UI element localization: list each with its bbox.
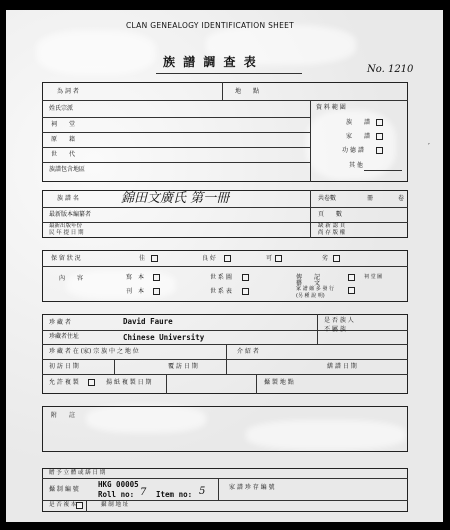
label-remarks: 附 註 — [51, 412, 76, 419]
checkbox-cond-good[interactable] — [151, 255, 158, 262]
checkbox-reissue[interactable] — [348, 287, 355, 294]
value-item: 5 — [199, 486, 206, 497]
label-roll: Roll no: — [98, 490, 135, 499]
label-film-address: 攝 制 地 址 — [101, 502, 129, 508]
title-chinese: 族 譜 調 查 表 — [163, 55, 258, 69]
content-note: (另 種 說 明) — [296, 293, 325, 299]
content-printed: 刊 本 — [126, 288, 145, 295]
label-generation: 世 代 — [51, 151, 76, 158]
value-owner-address: Chinese University — [123, 333, 205, 342]
label-owner: 珍 藏 者 — [49, 319, 71, 326]
option-gongde: 功 德 譜 — [342, 147, 364, 154]
checkbox-allow-copy[interactable] — [88, 379, 95, 386]
label-region: 族譜包含地區 — [49, 166, 86, 173]
label-first-visit: 初 訪 日 期 — [49, 363, 79, 370]
content-manuscript: 寫 本 — [126, 274, 145, 281]
label-family-line: 珍 藏 者 在 (家) 宗 族 中 之 地 位 — [49, 348, 139, 355]
checkbox-cond-fine[interactable] — [224, 255, 231, 262]
label-editor: 最新版本編纂者 — [49, 211, 92, 218]
content-literature: 藝 文 — [296, 280, 321, 287]
label-pub-date: 民 年 提 日 期 — [49, 230, 84, 236]
checkbox-lineage-table[interactable] — [242, 288, 249, 295]
content-biography: 傳 記 — [296, 274, 321, 281]
label-pages: 頁 數 — [318, 211, 343, 218]
value-owner: David Faure — [123, 317, 173, 326]
label-content: 內 容 — [59, 275, 84, 282]
checkbox-cond-fair[interactable] — [275, 255, 282, 262]
content-lineage-table: 世 系 表 — [210, 288, 232, 295]
label-clan-branch: 祠 堂 — [51, 121, 76, 128]
option-zupu: 族 譜 — [346, 119, 371, 126]
label-copyright: 尚 存 版 權 — [318, 230, 346, 236]
label-introducer: 介 紹 者 — [237, 348, 259, 355]
label-clan-member: 是 否 族 人 — [324, 317, 354, 324]
label-copy-date: 繕 譜 日 期 — [327, 363, 357, 370]
option-jiapu: 家 譜 — [346, 133, 371, 140]
title-english: CLAN GENEALOGY IDENTIFICATION SHEET — [126, 21, 295, 30]
label-is-copy: 是 否 複 本 — [49, 502, 77, 508]
label-origin: 原 籍 — [51, 136, 76, 143]
checkbox-gongde[interactable] — [376, 147, 383, 154]
content-reissue: 家 譜 縮 多 發 行 — [296, 286, 334, 292]
checkbox-biography[interactable] — [348, 274, 355, 281]
margin-mark: , — [428, 139, 430, 146]
label-allow-copy: 允 許 複 製 — [49, 379, 79, 386]
cond-good: 佳 — [139, 255, 146, 262]
cond-fair: 可 — [266, 255, 273, 262]
checkbox-printed[interactable] — [153, 288, 160, 295]
cond-fine: 良 好 — [202, 255, 216, 262]
section-remarks — [42, 406, 408, 452]
label-donation-date: 贈 予 立 體 或 繕 日 期 — [49, 470, 106, 476]
genealogy-sheet — [6, 10, 443, 522]
checkbox-jiapu[interactable] — [376, 133, 383, 140]
value-book-name: 錦田文廣氏 第一冊 — [121, 191, 230, 206]
label-investigator: 為 詞 者 — [57, 88, 79, 95]
label-edition-year: 最新出版年份 — [49, 223, 83, 229]
label-data-scope: 資 料 範 圍 — [316, 104, 346, 111]
checkbox-cond-poor[interactable] — [333, 255, 340, 262]
title-underline — [156, 73, 302, 74]
label-microfilm-no: 攝 制 編 號 — [49, 486, 79, 493]
label-surname: 姓氏宗派 — [49, 105, 74, 112]
checkbox-lineage-chart[interactable] — [242, 274, 249, 281]
content-lineage-chart: 世 系 圖 — [210, 274, 232, 281]
label-owner-address: 珍藏者住址 — [49, 333, 80, 340]
label-volume-unit-juan: 卷 — [398, 195, 405, 202]
label-volume-unit-ce: 冊 — [367, 195, 374, 202]
label-volumes: 共卷數 — [318, 195, 337, 202]
checkbox-zupu[interactable] — [376, 119, 383, 126]
label-family-record-no: 家 譜 珍 存 編 號 — [229, 484, 275, 491]
option-other: 其 他 — [349, 162, 363, 169]
cond-poor: 劣 — [322, 255, 329, 262]
label-return-copy: 揚 紙 複 製 日 期 — [106, 379, 152, 386]
checkbox-manuscript[interactable] — [153, 274, 160, 281]
label-book-name: 族 譜 名 — [57, 195, 79, 202]
value-microfilm-code: HKG 00005 — [98, 480, 139, 489]
value-roll: 7 — [140, 487, 147, 498]
label-place: 地 點 — [235, 88, 260, 95]
checkbox-is-copy[interactable] — [76, 502, 83, 509]
sheet-number: No. 1210 — [367, 64, 414, 75]
content-hall-plan: 祠 堂 圖 — [364, 274, 383, 280]
label-revisit: 覆 訪 日 期 — [168, 363, 198, 370]
label-condition: 保 留 狀 況 — [51, 255, 81, 262]
label-item: Item no: — [156, 490, 193, 499]
label-photo-place: 攝 製 地 點 — [264, 379, 294, 386]
label-missing-pages: 缺 新 認 頁 — [318, 223, 346, 229]
label-not-member: 不 屬 族 — [324, 326, 346, 333]
